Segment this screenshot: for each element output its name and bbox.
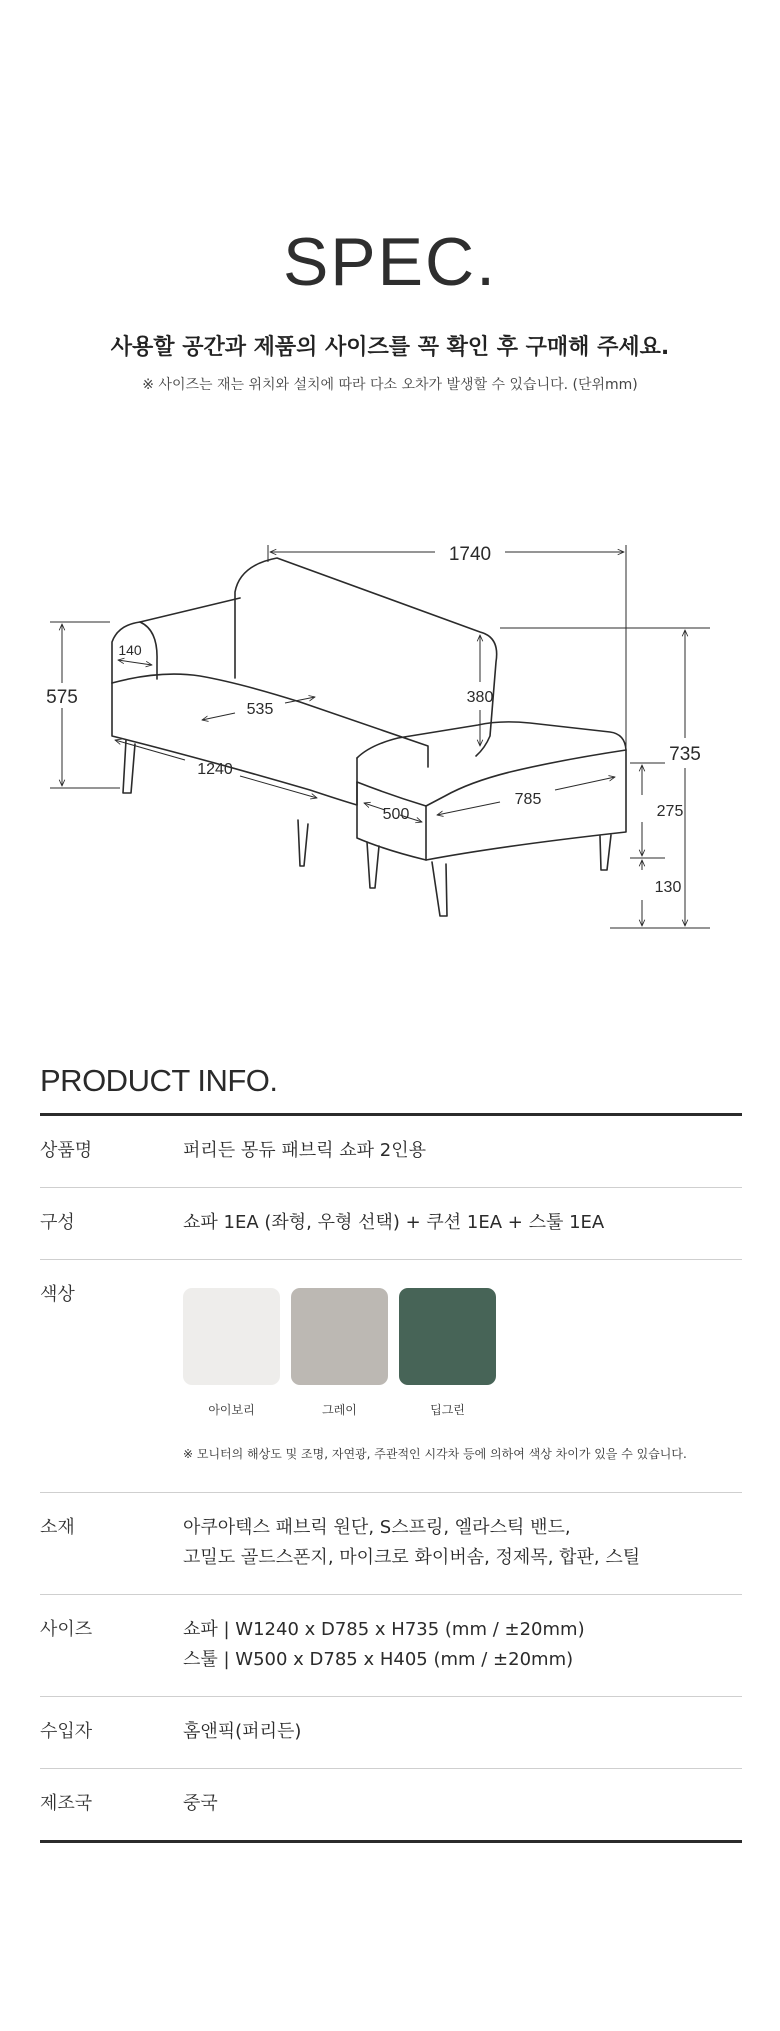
row-product-name [40,1116,742,1188]
row-label: 수입자 [40,1721,93,1742]
spec-title: SPEC. [282,224,498,300]
color-disclaimer: ※ 모니터의 해상도 및 조명, 자연광, 주관적인 시각차 등에 의하여 색상 차이가 있을 수 있습니다. [183,1447,687,1461]
value-line: 고밀도 골드스폰지, 마이크로 화이버솜, 정제목, 합판, 스틸 [183,1547,641,1568]
value-line: 홈앤픽(퍼리든) [183,1721,302,1742]
product-info-title: PRODUCT INFO. [40,1063,278,1098]
value-line: 중국 [183,1793,218,1814]
product-info-table [40,1113,742,1843]
row-composition [40,1188,742,1260]
row-label: 소재 [40,1517,75,1538]
color-chip-deep-green [399,1288,496,1385]
dimension-lines [50,545,710,928]
sofa-dimension-diagram [40,520,740,980]
row-label: 제조국 [40,1793,93,1814]
value-line: 쇼파 | W1240 x D785 x H735 (mm / ±20mm) [183,1619,585,1640]
value-line: 스툴 | W500 x D785 x H405 (mm / ±20mm) [183,1649,574,1670]
color-name: 딥그린 [430,1403,465,1417]
row-value [183,1717,742,1747]
color-chip-gray [291,1288,388,1385]
color-swatches [183,1288,742,1425]
row-label: 색상 [40,1284,75,1305]
row-label: 상품명 [40,1140,93,1161]
row-value [183,1136,742,1166]
dim-back-height: 380 [466,689,494,706]
dim-leg-height: 130 [654,879,682,896]
value-line: 쇼파 1EA (좌형, 우형 선택) + 쿠션 1EA + 스툴 1EA [183,1212,605,1233]
row-colors [40,1260,742,1493]
row-size [40,1595,742,1697]
swatch-ivory[interactable] [183,1288,280,1425]
dim-stool-height: 275 [656,803,684,820]
dim-stool-width: 785 [514,791,542,808]
row-value [183,1280,742,1471]
row-label: 구성 [40,1212,75,1233]
swatch-deep-green[interactable] [399,1288,496,1425]
color-name: 그레이 [322,1403,357,1417]
swatch-gray[interactable] [291,1288,388,1425]
row-material [40,1493,742,1595]
row-value [183,1789,742,1819]
dim-stool-depth: 500 [382,806,410,823]
sofa-outline [112,558,626,916]
dim-arm-width: 140 [118,642,142,658]
row-value [183,1513,742,1573]
row-value [183,1615,742,1675]
table-bottom-rule [40,1840,742,1843]
color-name: 아이보리 [208,1403,255,1417]
value-line: 아쿠아텍스 패브릭 원단, S스프링, 엘라스틱 밴드, [183,1517,571,1538]
dim-arm-height: 575 [46,687,78,708]
spec-subtitle: 사용할 공간과 제품의 사이즈를 꼭 확인 후 구매해 주세요. [110,335,670,360]
row-origin [40,1769,742,1840]
row-label: 사이즈 [40,1619,93,1640]
dim-sofa-width: 1240 [197,761,233,778]
color-chip-ivory [183,1288,280,1385]
row-value [183,1208,742,1238]
spec-note: ※ 사이즈는 재는 위치와 설치에 따라 다소 오차가 발생할 수 있습니다. (단위mm) [142,377,638,393]
value-line: 퍼리든 몽듀 패브릭 쇼파 2인용 [183,1140,426,1161]
row-importer [40,1697,742,1769]
dim-total-height: 735 [669,744,701,765]
dim-total-width: 1740 [448,544,492,565]
dim-seat-depth: 535 [246,701,274,718]
